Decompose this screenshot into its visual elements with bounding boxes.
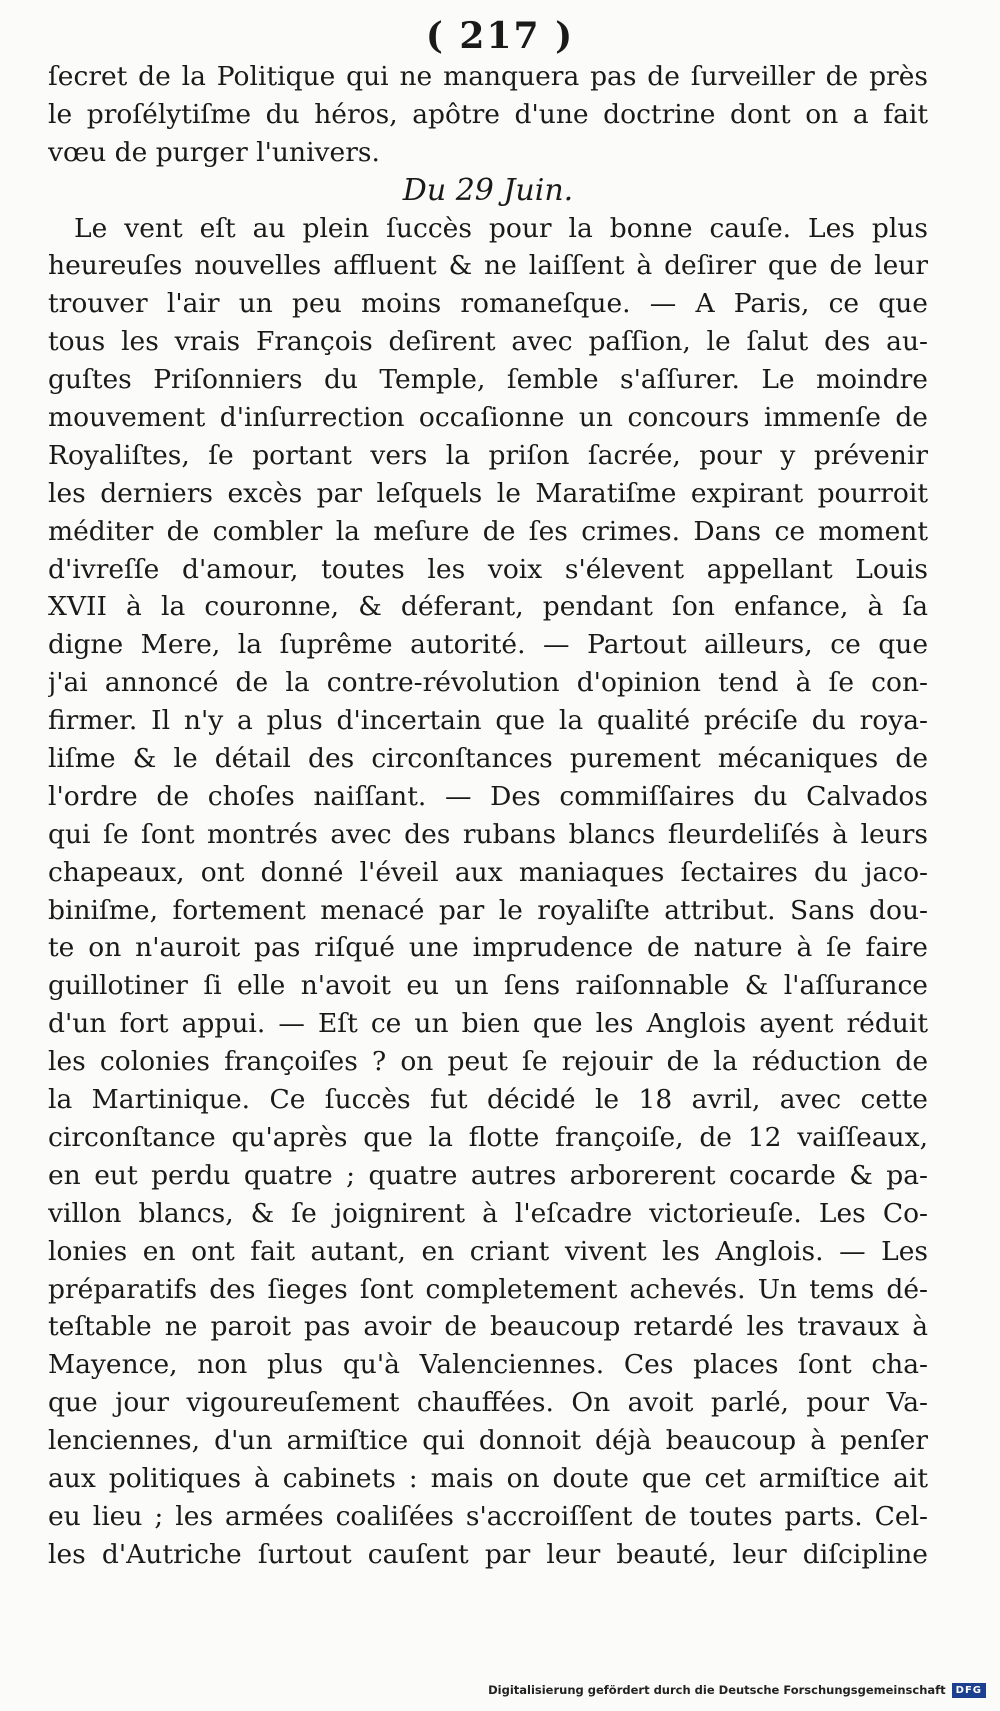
text-line: Mayence, non plus qu'à Valenciennes. Ces places ſont cha- <box>48 1349 928 1381</box>
text-line: trouver l'air un peu moins romaneſque. — A Paris, ce que <box>48 288 928 320</box>
text-line: d'ivreſſe d'amour, toutes les voix s'élevent appellant Louis <box>48 553 928 585</box>
text-line: qui ſe ſont montrés avec des rubans blancs fleurdeliſés à leurs <box>48 818 928 850</box>
text-line: liſme & le détail des circonſtances purement mécaniques de <box>48 743 928 775</box>
text-line: chapeaux, ont donné l'éveil aux maniaques ſectaires du jaco- <box>48 856 928 888</box>
text-line: teſtable ne paroit pas avoir de beaucoup retardé les travaux à <box>48 1311 928 1343</box>
text-line: la Martinique. Ce ſuccès fut décidé le 18 avril, avec cette <box>48 1084 928 1116</box>
text-line: Royaliſtes, ſe portant vers la priſon ſacrée, pour y prévenir <box>48 439 928 471</box>
text-line: biniſme, fortement menacé par le royaliſte attribut. Sans dou- <box>48 894 928 926</box>
footer-credit: Digitalisierung gefördert durch die Deutsche Forschungsgemeinschaft <box>488 1683 946 1697</box>
text-line: les derniers excès par leſquels le Maratiſme expirant pourroit <box>48 477 928 509</box>
text-line: Le vent eſt au plein ſuccès pour la bonne cauſe. Les plus <box>74 212 928 244</box>
text-line: j'ai annoncé de la contre-révolution d'opinion tend à ſe con- <box>48 667 928 699</box>
text-line: firmer. Il n'y a plus d'incertain que la qualité préciſe du roya- <box>48 705 928 737</box>
section-heading: Du 29 Juin. <box>402 172 574 208</box>
text-line: guſtes Priſonniers du Temple, ſemble s'aſſurer. Le moindre <box>48 364 928 396</box>
text-line: villon blancs, & ſe joignirent à l'eſcadre victorieuſe. Les Co- <box>48 1197 928 1229</box>
digitization-footer <box>488 1679 986 1701</box>
text-line: que jour vigoureuſement chauffées. On avoit parlé, pour Va- <box>48 1387 928 1419</box>
text-line: XVII à la couronne, & déferant, pendant ſon enfance, à ſa <box>48 591 928 623</box>
text-line: tous les vrais François deſirent avec paſſion, le ſalut des au- <box>48 326 928 358</box>
text-line: les colonies françoiſes ? on peut ſe rejouir de la réduction de <box>48 1046 928 1078</box>
dfg-logo-icon: DFG <box>952 1683 986 1698</box>
text-line: digne Mere, la ſuprême autorité. — Partout ailleurs, ce que <box>48 629 928 661</box>
text-line: les d'Autriche ſurtout cauſent par leur beauté, leur diſcipline <box>48 1538 928 1570</box>
text-line: guillotiner ſi elle n'avoit eu un ſens raiſonnable & l'aſſurance <box>48 970 928 1002</box>
text-line: eu lieu ; les armées coaliſées s'accroiſſent de toutes parts. Cel- <box>48 1500 928 1532</box>
text-line: lenciennes, d'un armiſtice qui donnoit déjà beaucoup à penſer <box>48 1425 928 1457</box>
text-line: circonſtance qu'après que la flotte françoiſe, de 12 vaiſſeaux, <box>48 1121 928 1153</box>
text-line: aux politiques à cabinets : mais on doute que cet armiſtice ait <box>48 1462 928 1494</box>
text-line: d'un fort appui. — Eſt ce un bien que les Anglois ayent réduit <box>48 1008 928 1040</box>
text-line: méditer de combler la meſure de ſes crimes. Dans ce moment <box>48 515 928 547</box>
text-line: vœu de purger l'univers. <box>48 136 380 168</box>
body-text <box>48 58 928 1574</box>
text-line: le proſélytiſme du héros, apôtre d'une doctrine dont on a fait <box>48 98 928 130</box>
text-line: l'ordre de choſes naiſſant. — Des commiſſaires du Calvados <box>48 780 928 812</box>
text-line: mouvement d'inſurrection occaſionne un concours immenſe de <box>48 402 928 434</box>
text-line: te on n'auroit pas riſqué une imprudence de nature à ſe faire <box>48 932 928 964</box>
text-line: préparatifs des ſieges ſont completement achevés. Un tems dé- <box>48 1273 928 1305</box>
text-line: en eut perdu quatre ; quatre autres arborerent cocarde & pa- <box>48 1159 928 1191</box>
text-line: ſecret de la Politique qui ne manquera pas de ſurveiller de près <box>48 61 928 92</box>
page-number: ( 217 ) <box>425 15 575 57</box>
text-line: heureuſes nouvelles affluent & ne laiſſent à deſirer que de leur <box>48 250 928 282</box>
text-line: lonies en ont fait autant, en criant vivent les Anglois. — Les <box>48 1235 928 1267</box>
